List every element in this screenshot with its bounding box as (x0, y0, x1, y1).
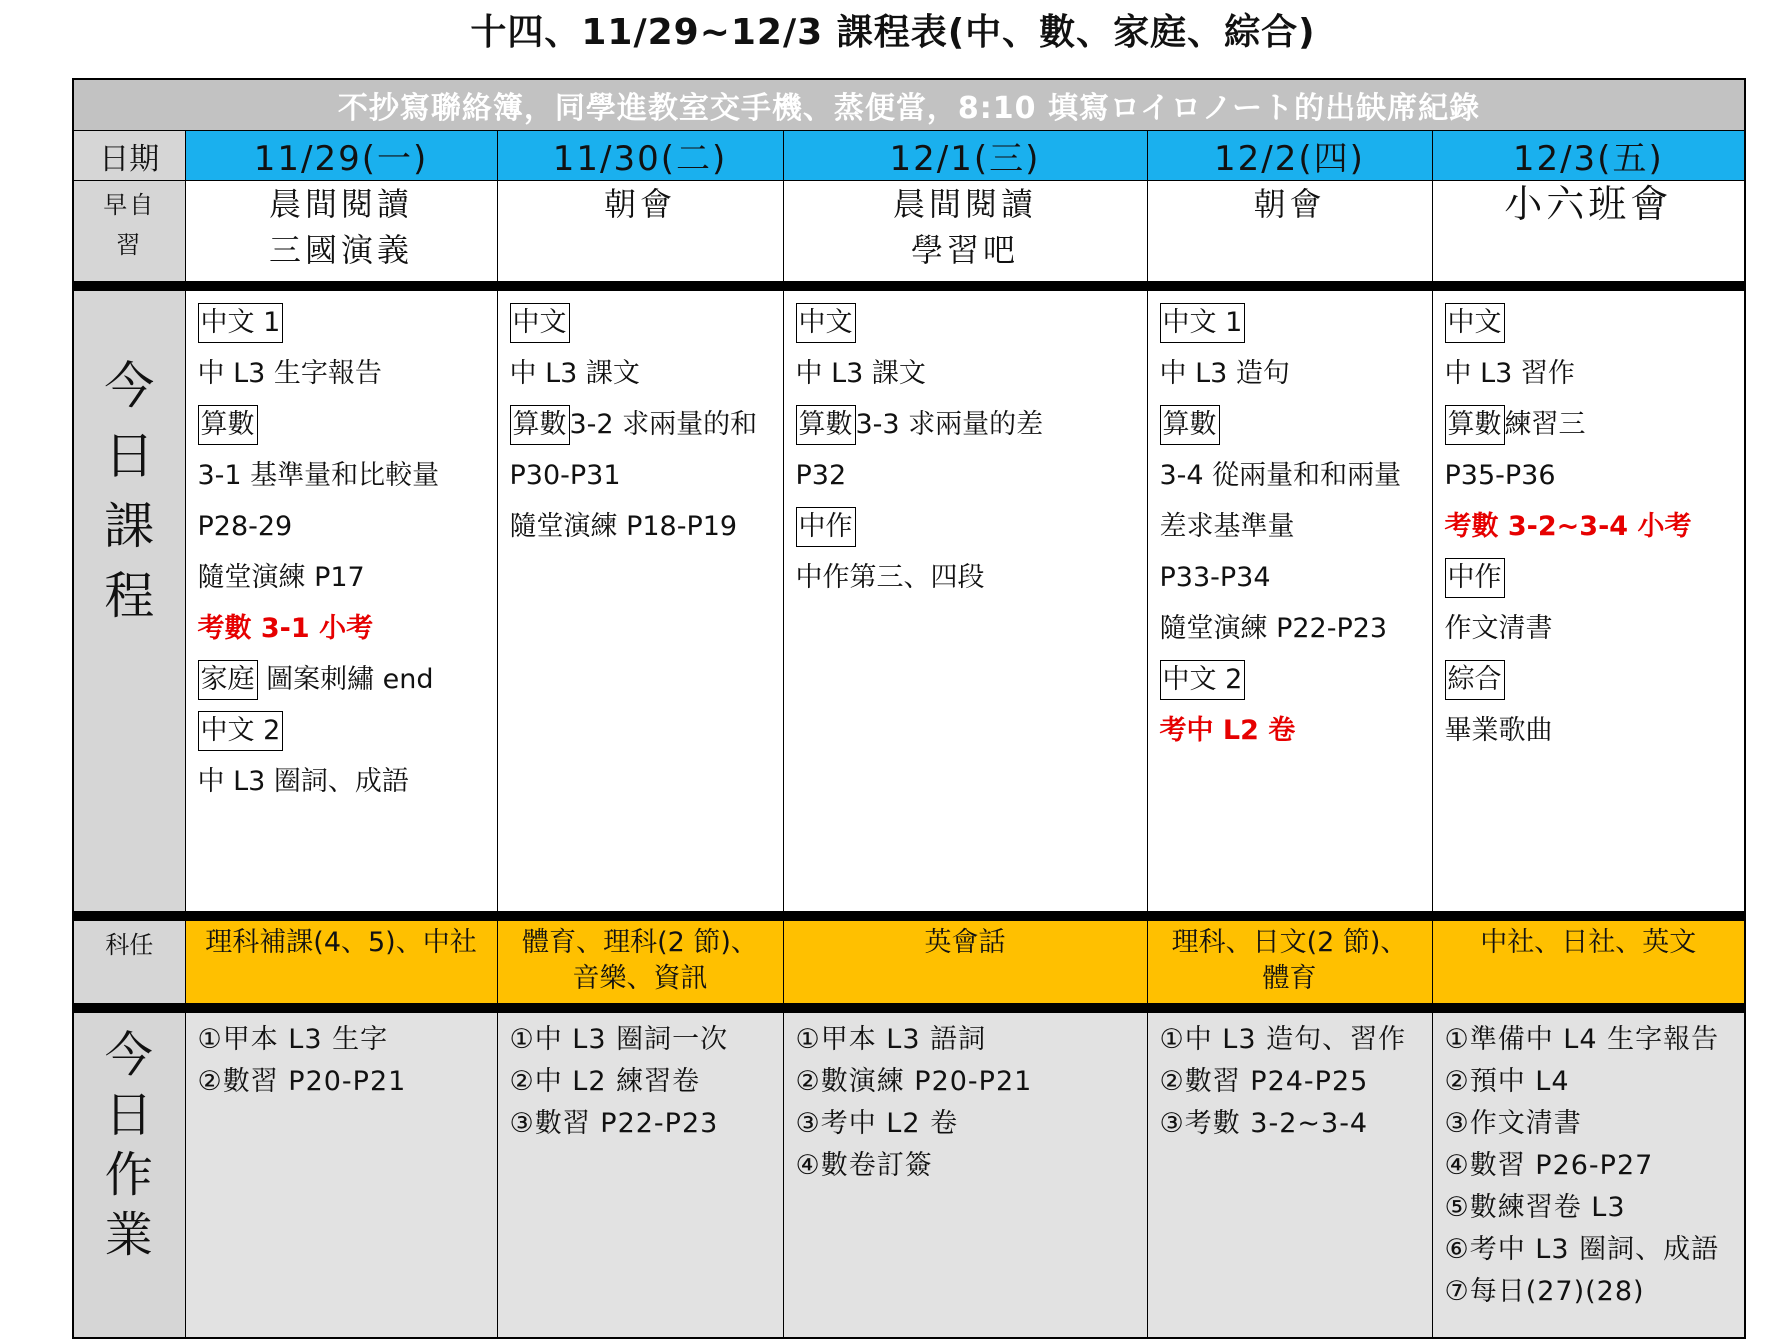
course-item (198, 301, 497, 352)
separator (73, 282, 1745, 291)
course-cell (497, 291, 783, 912)
course-text: 差求基準量 (1159, 511, 1295, 542)
morning-line: 朝會 (1253, 185, 1326, 223)
homework-item: ①甲本 L3 生字 (197, 1024, 389, 1055)
course-item (796, 403, 1147, 454)
course-item (1160, 301, 1432, 352)
course-item (510, 454, 783, 505)
course-item (1445, 352, 1745, 403)
course-text: 練習三 (1504, 409, 1586, 440)
subject-tag: 中文 2 (198, 711, 284, 751)
course-text: 中作第三、四段 (795, 562, 985, 593)
course-text: 3-3 求兩量的差 (855, 409, 1044, 440)
homework-item: ④數習 P26-P27 (1444, 1150, 1654, 1181)
subject-line: 中社、日社、英文 (1480, 927, 1697, 958)
homework-item: ②中 L2 練習卷 (509, 1066, 701, 1097)
course-text: 3-2 求兩量的和 (569, 409, 758, 440)
course-item (1160, 607, 1432, 658)
course-item (198, 403, 497, 454)
morning-label (73, 181, 185, 282)
course-item (198, 505, 497, 556)
subject-line: 英會話 (924, 927, 1006, 958)
subject-line: 音樂、資訊 (572, 963, 708, 994)
homework-item: ③考中 L2 卷 (795, 1108, 959, 1139)
homework-item: ③數習 P22-P23 (509, 1108, 719, 1139)
course-item (1445, 709, 1745, 760)
homework-cell (1432, 1013, 1745, 1339)
subject-tag: 算數 (796, 405, 856, 445)
course-cell (1432, 291, 1745, 912)
course-text: 圖案刺繡 end (257, 664, 434, 695)
subject-line: 理科、日文(2 節)、 (1171, 927, 1408, 958)
homework-item: ③考數 3-2~3-4 (1159, 1108, 1369, 1139)
course-text: 隨堂演練 P22-P23 (1159, 613, 1388, 644)
course-text: 中 L3 課文 (795, 358, 926, 389)
course-item (1445, 505, 1745, 556)
homework-item: ②預中 L4 (1444, 1066, 1570, 1097)
subject-tag: 中文 1 (198, 303, 284, 343)
subject-tag: 中文 (510, 303, 570, 343)
date-row (73, 131, 1745, 181)
homework-item: ⑦每日(27)(28) (1444, 1276, 1645, 1307)
course-item (510, 505, 783, 556)
morning-row (73, 181, 1745, 282)
subject-tag: 算數 (510, 405, 570, 445)
subject-tag: 算數 (198, 405, 258, 445)
homework-item: ④數卷訂簽 (795, 1150, 933, 1181)
course-label-char: 日 (104, 427, 155, 485)
homework-item: ①甲本 L3 語詞 (795, 1024, 987, 1055)
homework-item: ②數習 P24-P25 (1159, 1066, 1369, 1097)
course-item (198, 658, 497, 709)
course-text: 中 L3 習作 (1444, 358, 1575, 389)
morning-line: 晨間閱讀 (892, 185, 1037, 223)
homework-item: ①中 L3 造句、習作 (1159, 1024, 1407, 1055)
course-text: 中 L3 生字報告 (197, 358, 382, 389)
course-item (198, 760, 497, 811)
subject-tag: 中文 1 (1160, 303, 1246, 343)
separator (73, 1004, 1745, 1013)
course-item (796, 301, 1147, 352)
date-label: 日期 (73, 131, 185, 181)
course-text: P30-P31 (509, 460, 621, 491)
course-item (796, 454, 1147, 505)
homework-label (73, 1013, 185, 1339)
subject-line: 體育 (1262, 963, 1317, 994)
course-text: 中 L3 造句 (1159, 358, 1290, 389)
course-text: 中 L3 圈詞、成語 (197, 766, 409, 797)
course-item (198, 352, 497, 403)
homework-cell (1147, 1013, 1432, 1339)
course-text: 3-1 基準量和比較量 (197, 460, 440, 491)
course-text: P35-P36 (1444, 460, 1556, 491)
course-item (1160, 505, 1432, 556)
course-item (198, 709, 497, 760)
subject-tag: 中作 (1445, 558, 1505, 598)
course-row (73, 291, 1745, 912)
homework-item: ③作文清書 (1444, 1108, 1582, 1139)
course-item (1160, 352, 1432, 403)
morning-cell (1147, 181, 1432, 282)
homework-item: ⑥考中 L3 圈詞、成語 (1444, 1234, 1720, 1265)
homework-item: ②數演練 P20-P21 (795, 1066, 1033, 1097)
subject-teacher-cell (783, 921, 1147, 1004)
course-text: 作文清書 (1444, 613, 1553, 644)
homework-cell (783, 1013, 1147, 1339)
homework-label-char: 業 (104, 1207, 154, 1263)
course-item (510, 352, 783, 403)
banner-text: 不抄寫聯絡簿，同學進教室交手機、蒸便當，8:10 填寫ロイロノート的出缺席紀錄 (73, 79, 1745, 131)
morning-line: 小六班會 (1504, 182, 1673, 226)
exam-note: 考數 3-1 小考 (197, 613, 374, 644)
course-text: 3-4 從兩量和和兩量 (1159, 460, 1402, 491)
page-title: 十四、11/29~12/3 課程表(中、數、家庭、綜合) (470, 12, 1316, 53)
morning-line: 朝會 (603, 185, 676, 223)
banner-row (73, 79, 1745, 131)
course-text: 畢業歌曲 (1444, 715, 1553, 746)
schedule-table (72, 78, 1746, 1339)
homework-item: ②數習 P20-P21 (197, 1066, 407, 1097)
date-cell: 12/2(四) (1147, 131, 1432, 181)
subject-tag: 家庭 (198, 660, 258, 700)
date-cell: 12/1(三) (783, 131, 1147, 181)
subject-line: 理科補課(4、5)、中社 (205, 927, 477, 958)
subject-tag: 中文 (796, 303, 856, 343)
course-item (1445, 454, 1745, 505)
subject-tag: 中作 (796, 507, 856, 547)
course-item (510, 301, 783, 352)
morning-line: 三國演義 (268, 231, 413, 269)
course-text: 隨堂演練 P17 (197, 562, 365, 593)
homework-cell (185, 1013, 497, 1339)
course-label-char: 課 (104, 497, 155, 555)
morning-cell (783, 181, 1147, 282)
course-item (510, 403, 783, 454)
course-item (1445, 403, 1745, 454)
course-text: P32 (795, 460, 847, 491)
subject-teacher-cell (1147, 921, 1432, 1004)
homework-cell (497, 1013, 783, 1339)
subject-teacher-cell (1432, 921, 1745, 1004)
course-item (198, 607, 497, 658)
course-item (796, 556, 1147, 607)
morning-cell (185, 181, 497, 282)
course-item (1445, 607, 1745, 658)
subject-tag: 中文 2 (1160, 660, 1246, 700)
morning-label-line: 早自 (103, 191, 156, 219)
morning-cell (1432, 181, 1745, 282)
course-item (1445, 556, 1745, 607)
course-item (1445, 658, 1745, 709)
subject-tag: 中文 (1445, 303, 1505, 343)
course-cell (1147, 291, 1432, 912)
course-text: P28-29 (197, 511, 293, 542)
exam-note: 考數 3-2~3-4 小考 (1444, 511, 1692, 542)
course-text: P33-P34 (1159, 562, 1271, 593)
separator (73, 912, 1745, 921)
course-cell (185, 291, 497, 912)
exam-note: 考中 L2 卷 (1159, 715, 1296, 746)
homework-label-char: 今 (104, 1027, 154, 1083)
morning-cell (497, 181, 783, 282)
homework-label-char: 日 (104, 1087, 154, 1143)
subject-teacher-label: 科任 (73, 921, 185, 1004)
subject-teacher-cell (497, 921, 783, 1004)
course-item (1160, 454, 1432, 505)
course-text: 隨堂演練 P18-P19 (509, 511, 738, 542)
course-item (796, 505, 1147, 556)
course-label (73, 291, 185, 912)
subject-line: 體育、理科(2 節)、 (522, 927, 758, 958)
course-label-char: 程 (104, 567, 155, 625)
course-item (1445, 301, 1745, 352)
morning-line: 學習吧 (910, 231, 1019, 269)
course-item (1160, 403, 1432, 454)
homework-item: ①中 L3 圈詞一次 (509, 1024, 729, 1055)
course-label-char: 今 (104, 357, 155, 415)
date-cell: 11/29(一) (185, 131, 497, 181)
course-item (1160, 709, 1432, 760)
course-item (1160, 556, 1432, 607)
course-cell (783, 291, 1147, 912)
morning-label-line: 習 (116, 231, 143, 259)
date-cell: 11/30(二) (497, 131, 783, 181)
homework-item: ①準備中 L4 生字報告 (1444, 1024, 1720, 1055)
course-item (1160, 658, 1432, 709)
date-cell: 12/3(五) (1432, 131, 1745, 181)
course-item (198, 454, 497, 505)
homework-item: ⑤數練習卷 L3 (1444, 1192, 1626, 1223)
subject-tag: 算數 (1160, 405, 1220, 445)
homework-label-char: 作 (104, 1147, 154, 1203)
subject-tag: 算數 (1445, 405, 1505, 445)
morning-line: 晨間閱讀 (268, 185, 413, 223)
subject-tag: 綜合 (1445, 660, 1505, 700)
homework-row (73, 1013, 1745, 1339)
course-item (796, 352, 1147, 403)
course-text: 中 L3 課文 (509, 358, 640, 389)
course-item (198, 556, 497, 607)
subject-teacher-cell (185, 921, 497, 1004)
subject-teacher-row (73, 921, 1745, 1004)
